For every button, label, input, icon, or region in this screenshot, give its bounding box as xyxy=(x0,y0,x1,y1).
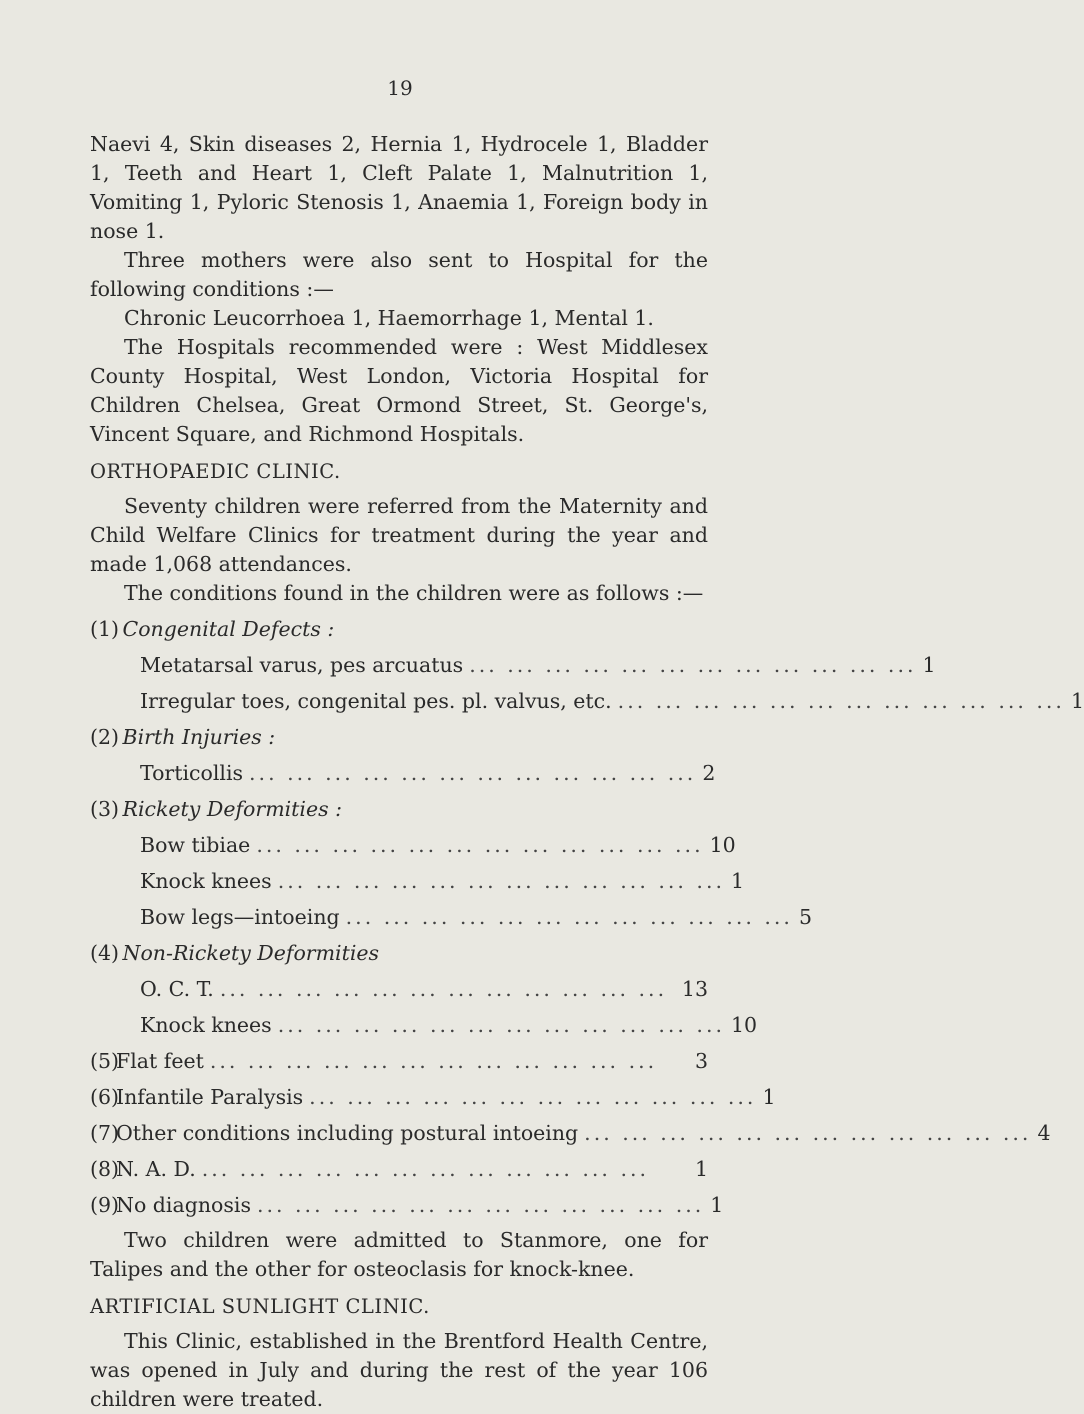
condition-label: Knock knees xyxy=(140,869,272,893)
conditions-intro: The conditions found in the children were as follows :— xyxy=(124,581,704,605)
category-heading xyxy=(90,615,708,644)
condition-label: No diagnosis xyxy=(116,1193,251,1217)
condition-count: 13 xyxy=(681,977,708,1001)
condition-row xyxy=(90,1119,1051,1148)
leader-dots: ... ... ... ... ... ... ... ... ... ... ... ... xyxy=(277,869,725,893)
condition-label: Torticollis xyxy=(140,761,244,785)
category-number: (7) xyxy=(90,1121,120,1145)
leader-dots: ... ... ... ... ... ... ... ... ... ... ... ... xyxy=(617,689,1065,713)
mothers-paragraph: Three mothers were also sent to Hospital for the following conditions :— xyxy=(90,248,708,301)
hospitals-paragraph: The Hospitals recommended were : West Middlesex County Hospital, West London, Victoria Hospital for Children Chelsea, Great Ormond Street, St. George's, Vincent Square, and Richmond Hospitals. xyxy=(90,335,708,446)
category-number: (8) xyxy=(90,1157,120,1181)
condition-count: 5 xyxy=(798,905,812,929)
sunlight-paragraph: This Clinic, established in the Brentford Health Centre, was opened in July and during the rest of the year 106 children were treated. xyxy=(90,1329,708,1411)
category-number: (4) xyxy=(90,941,120,965)
leader-dots: ... ... ... ... ... ... ... ... ... ... ... ... xyxy=(209,1049,658,1073)
condition-count: 1 xyxy=(1070,689,1084,713)
leader-dots: ... ... ... ... ... ... ... ... ... ... ... ... xyxy=(345,905,793,929)
category-heading xyxy=(90,723,708,752)
condition-label: Flat feet xyxy=(116,1049,204,1073)
category-number: (6) xyxy=(90,1085,120,1109)
category-title: Rickety Deformities : xyxy=(122,797,343,821)
conditions-list xyxy=(90,615,1084,1220)
condition-label: Bow legs—intoeing xyxy=(140,905,340,929)
leader-dots: ... ... ... ... ... ... ... ... ... ... ... ... xyxy=(219,977,668,1001)
category-title: Birth Injuries : xyxy=(122,725,276,749)
mothers-conditions: Chronic Leucorrhoea 1, Haemorrhage 1, Mental 1. xyxy=(124,306,654,330)
leader-dots: ... ... ... ... ... ... ... ... ... ... ... ... xyxy=(584,1121,1032,1145)
condition-row xyxy=(90,975,708,1004)
category-number: (3) xyxy=(90,797,120,821)
leader-dots: ... ... ... ... ... ... ... ... ... ... ... ... xyxy=(256,833,704,857)
referral-list-paragraph: Naevi 4, Skin diseases 2, Hernia 1, Hydrocele 1, Bladder 1, Teeth and Heart 1, Cleft Palate 1, Malnutrition 1, Vomiting 1, Pyloric Stenosis 1, Anaemia 1, Foreign body in nose 1. xyxy=(90,132,708,243)
category-number: (5) xyxy=(90,1049,120,1073)
condition-label: Other conditions including postural intoeing xyxy=(116,1121,579,1145)
condition-count: 1 xyxy=(762,1085,776,1109)
category-title: Non-Rickety Deformities xyxy=(122,941,380,965)
condition-row xyxy=(90,1191,724,1220)
condition-count: 1 xyxy=(922,653,936,677)
condition-row xyxy=(90,1155,708,1184)
category-number: (9) xyxy=(90,1193,120,1217)
condition-count: 10 xyxy=(709,833,736,857)
category-title: Congenital Defects : xyxy=(122,617,335,641)
leader-dots: ... ... ... ... ... ... ... ... ... ... ... ... xyxy=(309,1085,757,1109)
condition-label: N. A. D. xyxy=(116,1157,196,1181)
condition-label: Bow tibiae xyxy=(140,833,251,857)
condition-label: Metatarsal varus, pes arcuatus xyxy=(140,653,464,677)
category-heading xyxy=(90,939,708,968)
condition-row xyxy=(90,759,716,788)
sunlight-heading: ARTIFICIAL SUNLIGHT CLINIC. xyxy=(90,1295,430,1318)
condition-row xyxy=(90,903,812,932)
condition-label: Knock knees xyxy=(140,1013,272,1037)
condition-count: 1 xyxy=(694,1157,708,1181)
condition-row xyxy=(90,651,936,680)
orthopaedic-heading: ORTHOPAEDIC CLINIC. xyxy=(90,460,341,483)
leader-dots: ... ... ... ... ... ... ... ... ... ... ... ... xyxy=(201,1157,649,1181)
page-number: 19 xyxy=(387,76,413,100)
orthopaedic-paragraph: Seventy children were referred from the Maternity and Child Welfare Clinics for treatment during the year and made 1,068 attendances. xyxy=(90,494,708,576)
leader-dots: ... ... ... ... ... ... ... ... ... ... ... ... xyxy=(256,1193,705,1217)
condition-count: 1 xyxy=(710,1193,724,1217)
category-number: (1) xyxy=(90,617,120,641)
stanmore-paragraph: Two children were admitted to Stanmore, one for Talipes and the other for osteoclasis for knock-knee. xyxy=(90,1228,708,1281)
condition-count: 10 xyxy=(730,1013,758,1037)
condition-row xyxy=(90,687,1084,716)
condition-row xyxy=(90,1047,708,1076)
condition-row xyxy=(90,1083,776,1112)
condition-label: Infantile Paralysis xyxy=(116,1085,304,1109)
condition-count: 3 xyxy=(694,1049,708,1073)
condition-row xyxy=(90,831,736,860)
condition-count: 1 xyxy=(730,869,745,893)
category-number: (2) xyxy=(90,725,120,749)
condition-label: O. C. T. xyxy=(140,977,214,1001)
condition-row xyxy=(90,1011,758,1040)
condition-count: 4 xyxy=(1037,1121,1051,1145)
category-heading xyxy=(90,795,708,824)
condition-row xyxy=(90,867,745,896)
condition-label: Irregular toes, congenital pes. pl. valvus, etc. xyxy=(140,689,612,713)
leader-dots: ... ... ... ... ... ... ... ... ... ... ... ... xyxy=(469,653,917,677)
condition-count: 2 xyxy=(702,761,716,785)
leader-dots: ... ... ... ... ... ... ... ... ... ... ... ... xyxy=(277,1013,725,1037)
leader-dots: ... ... ... ... ... ... ... ... ... ... ... ... xyxy=(249,761,697,785)
